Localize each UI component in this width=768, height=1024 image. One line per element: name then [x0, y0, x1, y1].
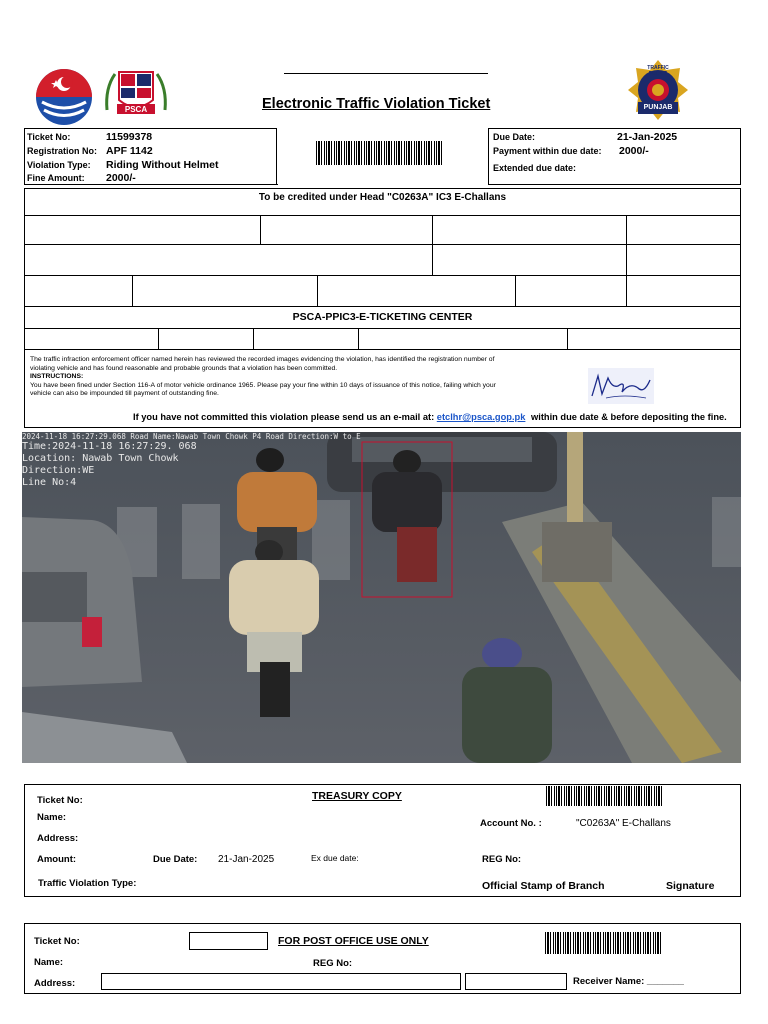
email-suffix: within due date & before depositing the fine. — [531, 412, 727, 422]
grid-cell — [432, 215, 627, 245]
treasury-address-label: Address: — [37, 833, 79, 844]
post-office-title: FOR POST OFFICE USE ONLY — [278, 935, 429, 947]
badge-top-text: TRAFFIC POLICE — [647, 65, 669, 77]
notice-line-1: The traffic infraction enforcement officer named herein has reviewed the recorded images evidencing the violation, has identified the registration number of — [30, 356, 495, 363]
violation-type-label: Violation Type: — [27, 160, 91, 170]
post-name-label: Name: — [34, 957, 64, 968]
treasury-name-label: Name: — [37, 812, 67, 823]
center-title: PSCA-PPIC3-E-TICKETING CENTER — [292, 311, 473, 323]
fine-underline — [25, 184, 278, 185]
punjab-traffic-police-badge — [626, 58, 690, 122]
post-extra-input[interactable] — [465, 973, 567, 990]
grid-cell — [24, 215, 261, 245]
badge-bottom-text: PUNJAB — [643, 104, 673, 111]
post-receiver-label: Receiver Name: _______ — [573, 976, 684, 987]
fine-amount-label: Fine Amount: — [27, 173, 85, 183]
grid-cell — [317, 275, 516, 307]
treasury-ex-due-label: Ex due date: — [311, 853, 359, 863]
grid-cell — [515, 275, 627, 307]
payment-label: Payment within due date: — [493, 146, 602, 156]
grid-cell — [253, 328, 359, 350]
grid-cell — [132, 275, 318, 307]
violation-evidence-photo — [22, 432, 741, 763]
treasury-due-date-value: 21-Jan-2025 — [218, 854, 275, 865]
treasury-violation-type-label: Traffic Violation Type: — [38, 878, 137, 889]
ticket-no-value: 11599378 — [106, 131, 153, 143]
credit-line: To be credited under Head "C0263A" IC3 E-Challans — [258, 192, 507, 203]
post-address-label: Address: — [34, 978, 76, 989]
treasury-account-label: Account No. : — [480, 818, 542, 829]
punjab-police-logo — [34, 68, 94, 126]
photo-overlay-direction: Direction:WE — [22, 465, 95, 476]
ticket-no-label: Ticket No: — [27, 132, 71, 142]
treasury-signature-label: Signature — [666, 880, 715, 892]
photo-overlay-time: Time:2024-11-18 16:27:29. 068 — [22, 441, 197, 452]
notice-line-5: vehicle can also be impounded till payment of outstanding fine. — [30, 390, 219, 398]
notice-instructions: INSTRUCTIONS: — [30, 373, 84, 381]
email-prefix: If you have not committed this violation please send us an e-mail at: — [133, 412, 435, 422]
payment-value: 2000/- — [619, 145, 649, 157]
grid-cell — [158, 328, 254, 350]
header-rule — [284, 73, 488, 74]
ticket-title: Electronic Traffic Violation Ticket — [262, 96, 491, 112]
registration-value: APF 1142 — [106, 145, 153, 157]
grid-cell — [358, 328, 568, 350]
post-office-barcode — [545, 932, 663, 954]
due-date-value: 21-Jan-2025 — [617, 131, 678, 143]
treasury-account-value: "C0263A" E-Challans — [576, 818, 671, 829]
officer-signature — [588, 368, 654, 404]
grid-cell — [260, 215, 433, 245]
extended-due-label: Extended due date: — [493, 163, 577, 173]
registration-label: Registration No: — [27, 146, 98, 156]
due-info-box — [488, 128, 741, 185]
violation-type-value: Riding Without Helmet — [106, 159, 219, 171]
ticket-info-box — [24, 128, 277, 185]
grid-cell — [24, 275, 133, 307]
photo-overlay-location: Location: Nawab Town Chowk — [22, 453, 179, 464]
grid-cell — [432, 244, 627, 276]
grid-cell — [24, 244, 433, 276]
grid-cell — [626, 275, 741, 307]
post-ticket-label: Ticket No: — [34, 936, 80, 947]
psca-logo-text: PSCA — [124, 105, 148, 114]
treasury-due-date-label: Due Date: — [153, 854, 198, 865]
notice-line-4: You have been fined under Section 116-A of motor vehicle ordinance 1965. Please pay your fine within 10 days of issuance of this notice, failing which your — [30, 381, 496, 389]
email-link[interactable]: etclhr@psca.gop.pk — [436, 412, 526, 422]
post-ticket-input[interactable] — [189, 932, 268, 950]
treasury-reg-label: REG No: — [482, 854, 522, 865]
treasury-amount-label: Amount: — [37, 854, 77, 865]
treasury-ticket-label: Ticket No: — [37, 795, 83, 806]
grid-cell — [24, 328, 159, 350]
treasury-copy-title: TREASURY COPY — [312, 790, 402, 802]
notice-line-2: violating vehicle and has found reasonable and probable grounds that a violation has been committed. — [30, 364, 338, 372]
due-date-label: Due Date: — [493, 132, 536, 142]
fine-amount-value: 2000/- — [106, 172, 136, 184]
grid-cell — [626, 215, 741, 245]
treasury-barcode — [546, 786, 664, 806]
photo-overlay-line: Line No:4 — [22, 477, 77, 488]
email-line — [133, 412, 727, 422]
grid-cell — [626, 244, 741, 276]
ticket-barcode — [316, 141, 444, 165]
psca-logo — [103, 64, 169, 122]
grid-cell — [567, 328, 741, 350]
photo-overlay-header: 2024-11-18 16:27:29.068 Road Name:Nawab Town Chowk P4 Road Direction:W to E — [22, 432, 361, 441]
notice-text — [30, 356, 590, 399]
post-reg-label: REG No: — [313, 958, 353, 969]
treasury-stamp-label: Official Stamp of Branch — [482, 880, 605, 892]
post-address-input[interactable] — [101, 973, 461, 990]
